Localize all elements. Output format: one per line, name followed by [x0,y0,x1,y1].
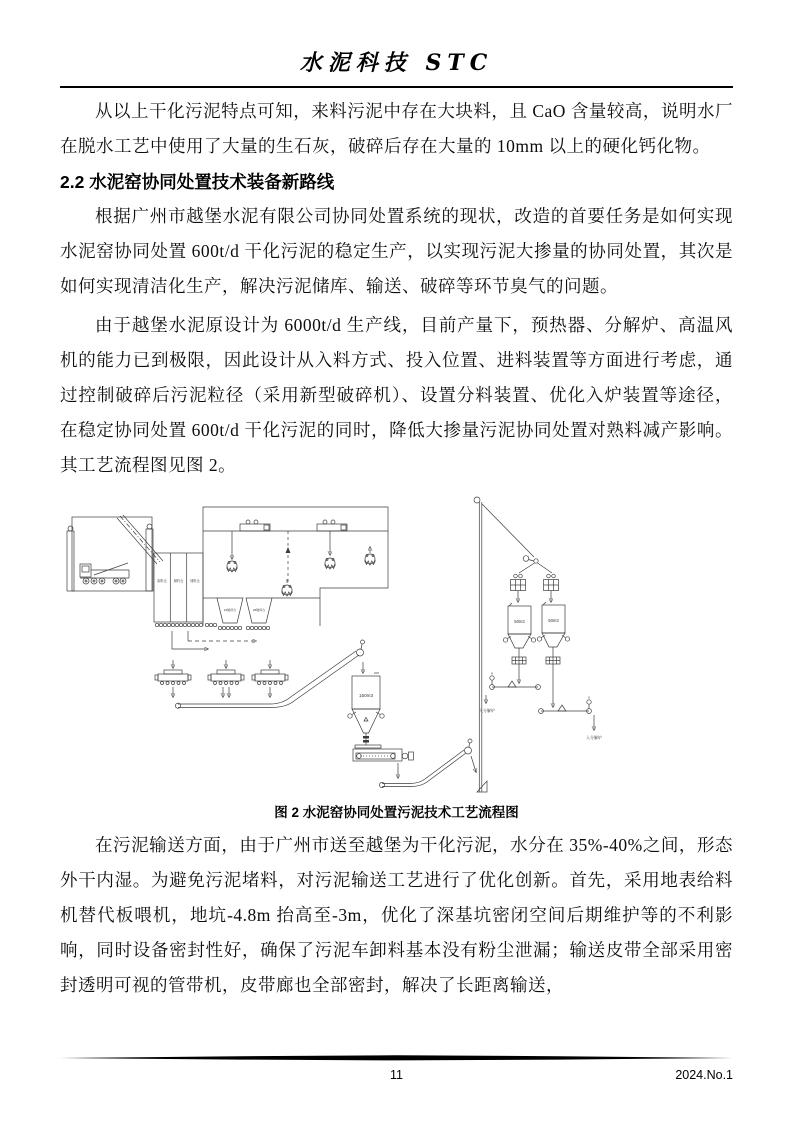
distribution-chute [482,504,552,573]
dump-truck [80,563,129,584]
grab-crane-trolley-1 [240,520,270,531]
paragraph-4: 在污泥输送方面，由于广州市送至越堡为干化污泥，水分在 35%-40%之间，形态外干内湿。为避免污泥堵料，对污泥输送工艺进行了优化创新。首先，采用地表给料机替代板喂机，地坑-4.8m 抬高至-3m，优化了深基坑密闭空间后期维护等的不利影响，同时设备密封性好，确保了污泥车卸料基本没有粉尘泄漏；输送皮带全部采用密封透明可视的管带机，皮带廊也全部密封，解决了长距离输送， [60,835,733,995]
silo-50m3-right [537,602,569,707]
journal-title: 水泥科技 STC [299,50,494,76]
figure-caption: 图 2 水泥窑协同处置污泥技术工艺流程图 [274,805,519,820]
silo-150m3 [348,662,384,745]
bucket-elevator [474,497,487,792]
process-flow-diagram [60,491,625,803]
silo-feed-right [544,574,559,602]
weighing-feeder [353,745,414,778]
calciner-feed-conveyor-right [539,697,602,741]
grab-buckets [227,531,376,596]
silo-50m3-left [503,603,535,683]
grab-crane-trolley-2 [317,520,347,531]
calciner-feed-conveyor-left [479,673,540,714]
crusher-label-1: 1#破碎仓 [223,608,237,612]
receiving-bins [154,553,217,627]
silo-50-label-right: 50m3 [548,618,559,623]
calciner-label-right: 入分解炉 [586,735,602,740]
paragraph-2: 根据广州市越堡水泥有限公司协同处置系统的现状，改造的首要任务是如何实现水泥窑协同处置 600t/d 干化污泥的稳定生产，以实现污泥大掺量的协同处置，其次是如何实现清洁化生产，解决污泥储库、输送、破碎等环节臭气的问题。 [60,206,733,296]
calciner-label-left: 入分解炉 [479,708,495,713]
belt-feeders [155,670,288,697]
crusher-label-2: 2#破碎仓 [252,608,266,612]
bin-label-1: 卸料仓 [157,579,167,583]
silo-150-label: 150m3 [358,693,374,698]
section-heading: 2.2 水泥窑协同处置技术装备新路线 [60,172,335,192]
bin-screw-conveyor [155,623,216,626]
tipping-ramp [117,515,163,564]
bin-label-2: 储料仓 [173,579,184,583]
transfer-conveyor [379,739,476,788]
page-number: 11 [390,1068,403,1082]
bin-label-3: 储料仓 [190,579,200,583]
issue-label: 2024.No.1 [675,1068,733,1082]
unloading-hall [67,517,153,591]
figure-2 [60,491,733,823]
crusher-hoppers [217,598,272,630]
silo-feed-left [511,574,526,602]
page-footer [60,1048,733,1088]
header-rule [60,86,733,88]
silo-50-label-left: 50m3 [514,619,525,624]
transfer-arrows [172,631,270,668]
paragraph-3: 由于越堡水泥原设计为 6000t/d 生产线，目前产量下，预热器、分解炉、高温风机的能力已到极限，因此设计从入料方式、投入位置、进料装置等方面进行考虑，通过控制破碎后污泥粒径（采用新型破碎机）、设置分料装置、优化入炉装置等途径，在稳定协同处置 600t/d 干化污泥的同时，降低大掺量污泥协同处置对熟料减产影响。其工艺流程图见图 2。 [60,315,733,475]
paragraph-1: 从以上干化污泥特点可知，来料污泥中存在大块料，且 CaO 含量较高，说明水厂在脱水工艺中使用了大量的生石灰，破碎后存在大量的 10mm 以上的硬化钙化物。 [60,101,733,156]
footer-rule [60,1055,733,1061]
